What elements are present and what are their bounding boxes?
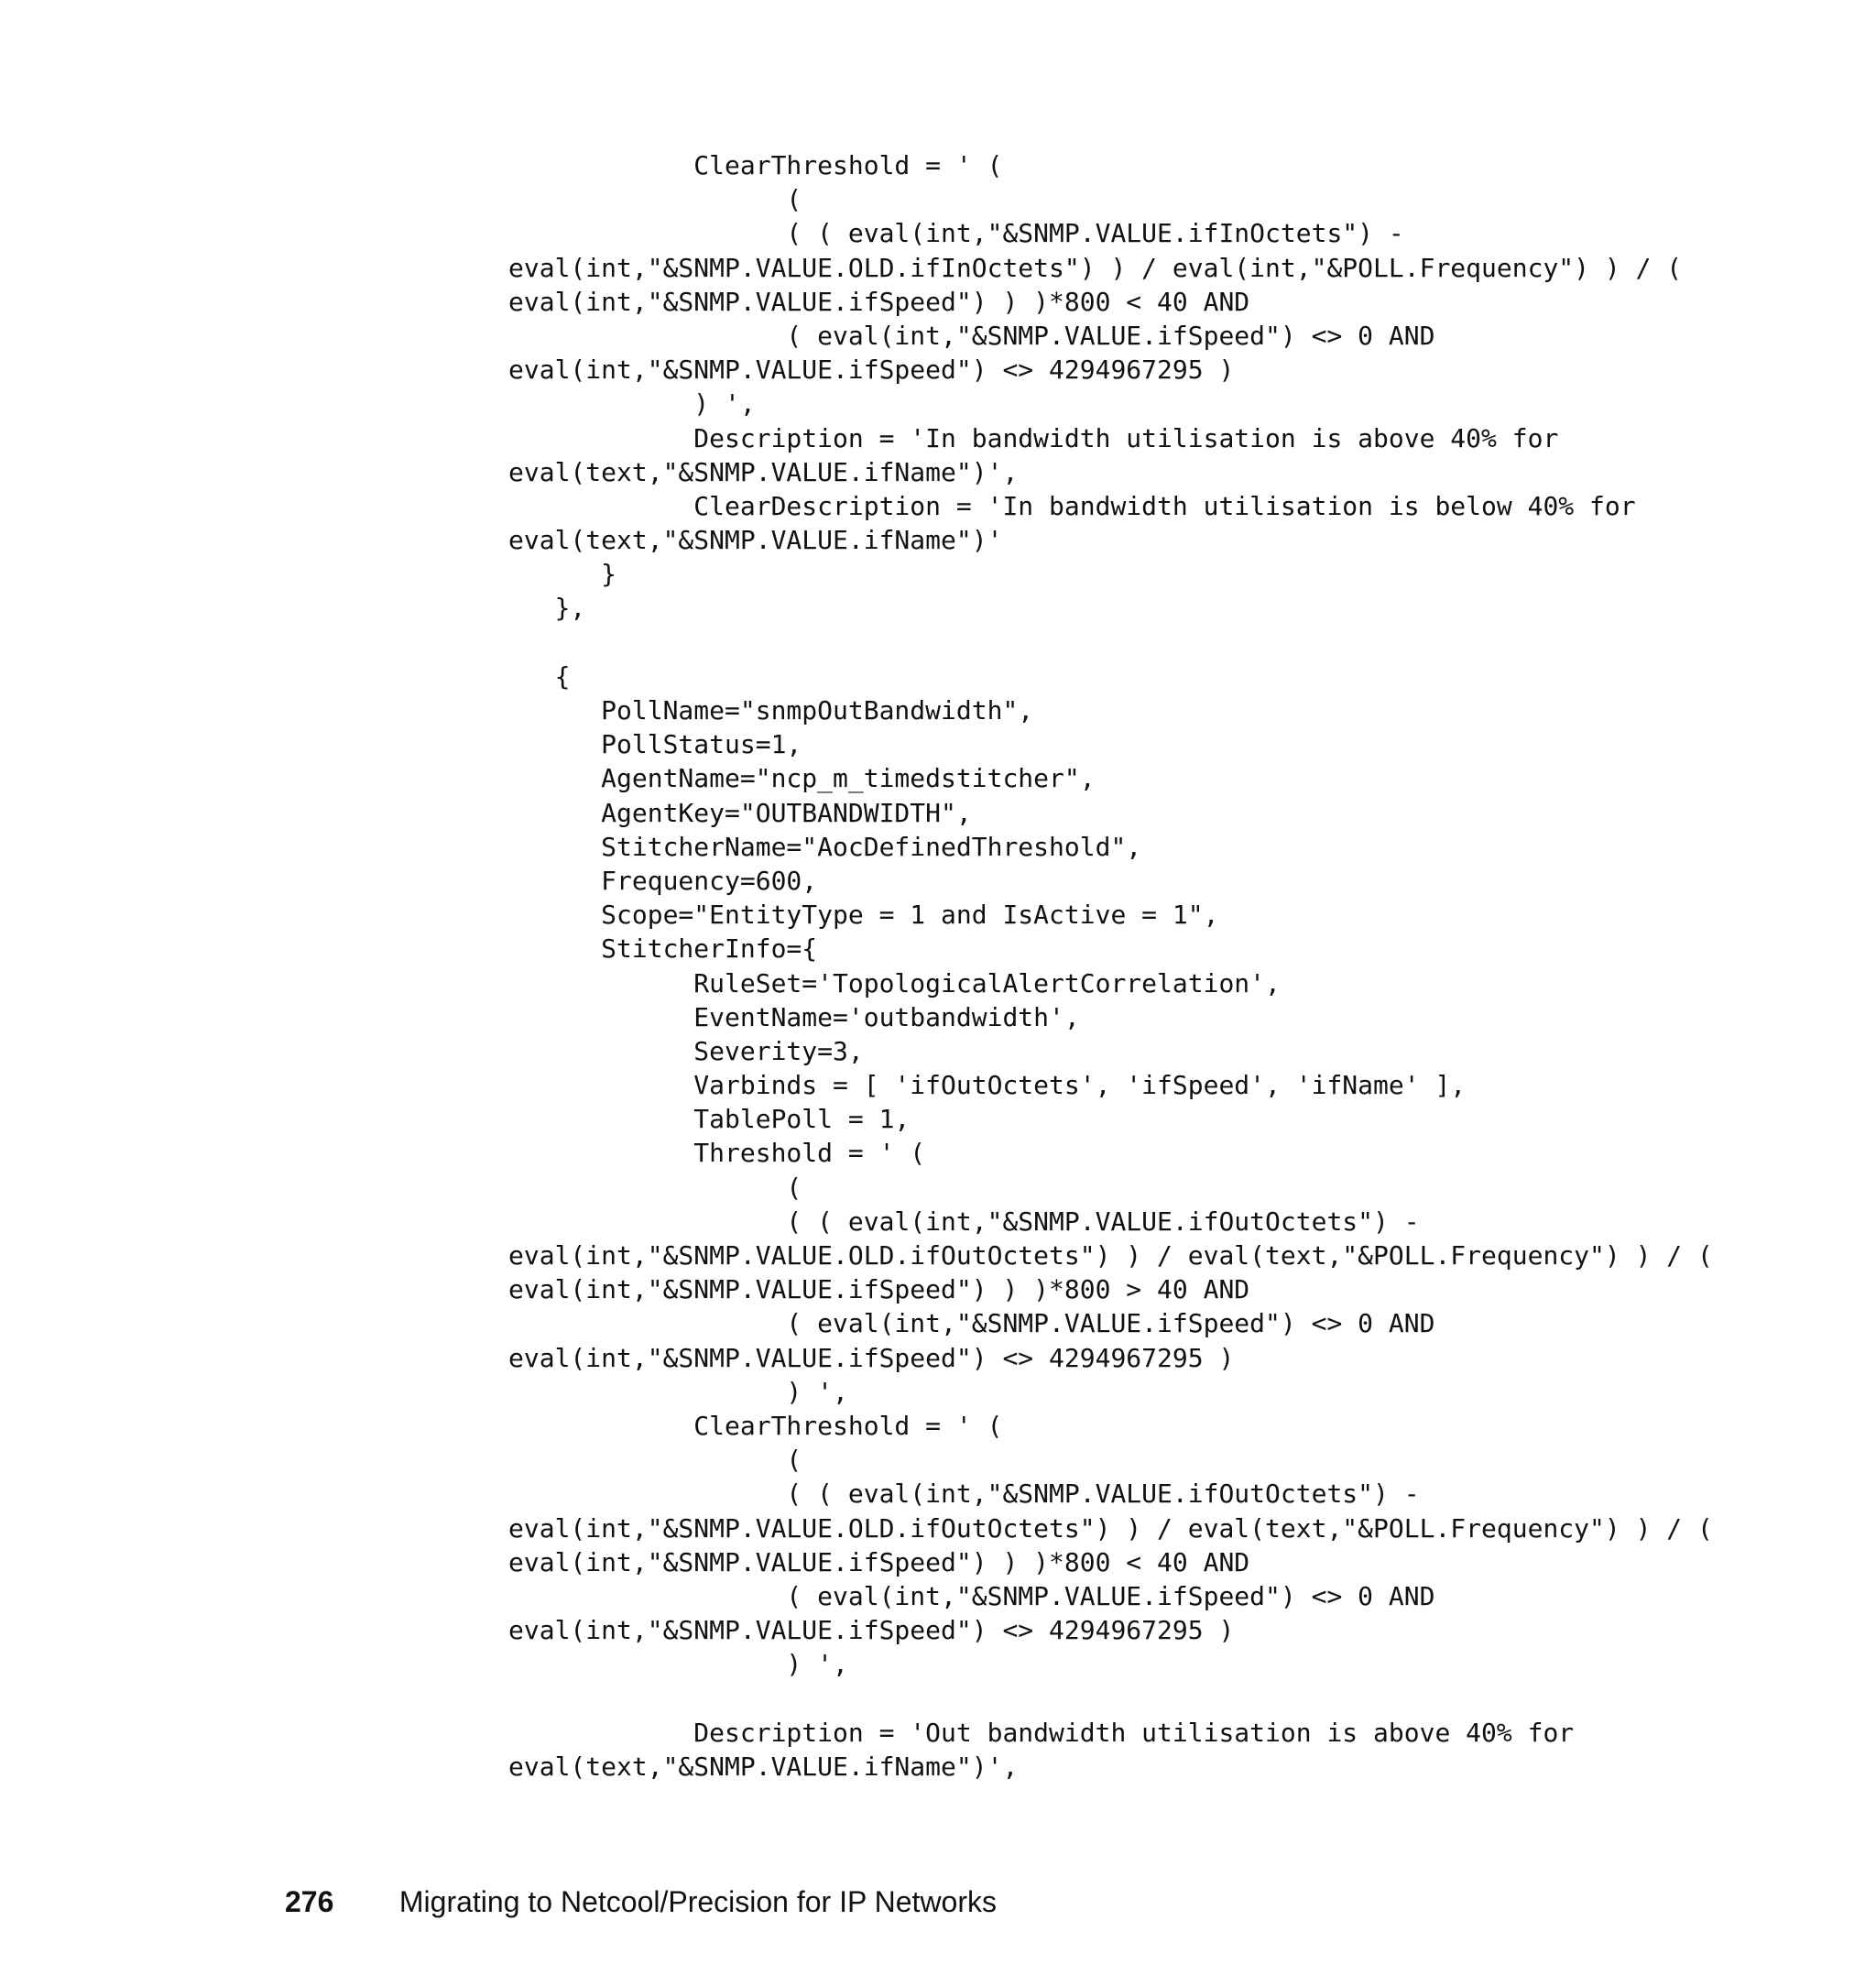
code-line: eval(int,"&SNMP.VALUE.ifSpeed") <> 4294967295 ) (508, 1342, 1235, 1373)
code-line: PollName="snmpOutBandwidth", (508, 695, 1034, 726)
code-line: ClearThreshold = ' ( (508, 150, 1003, 180)
code-listing (508, 148, 1713, 1784)
code-line: ( ( eval(int,"&SNMP.VALUE.ifInOctets") - (508, 218, 1404, 249)
code-line: ) ', (508, 1376, 848, 1407)
code-line: ) ', (508, 1649, 848, 1680)
code-line: Frequency=600, (508, 865, 818, 896)
code-line: }, (508, 593, 586, 624)
code-line: ( eval(int,"&SNMP.VALUE.ifSpeed") <> 0 AND (508, 1580, 1435, 1611)
code-line: eval(int,"&SNMP.VALUE.OLD.ifOutOctets") ) / eval(text,"&POLL.Frequency") ) / ( (508, 1240, 1713, 1271)
page-footer (285, 1885, 997, 1919)
code-line: ( ( eval(int,"&SNMP.VALUE.ifOutOctets") - (508, 1479, 1420, 1510)
code-line: ( (508, 1445, 802, 1476)
code-line: eval(int,"&SNMP.VALUE.OLD.ifInOctets") ) / eval(int,"&POLL.Frequency") ) / ( (508, 252, 1683, 283)
code-line: Threshold = ' ( (508, 1138, 926, 1169)
code-line: eval(int,"&SNMP.VALUE.ifSpeed") ) )*800 < 40 AND (508, 286, 1250, 317)
code-line (508, 626, 1713, 660)
code-line: eval(int,"&SNMP.VALUE.ifSpeed") ) )*800 < 40 AND (508, 1546, 1250, 1577)
code-line: StitcherInfo={ (508, 933, 818, 965)
code-line: AgentKey="OUTBANDWIDTH", (508, 797, 972, 828)
code-line: ) ', (508, 388, 756, 420)
code-line: ( ( eval(int,"&SNMP.VALUE.ifOutOctets") - (508, 1206, 1420, 1237)
code-line: eval(int,"&SNMP.VALUE.OLD.ifOutOctets") ) / eval(text,"&POLL.Frequency") ) / ( (508, 1512, 1713, 1544)
code-line: ClearThreshold = ' ( (508, 1410, 1003, 1441)
code-line: Severity=3, (508, 1035, 864, 1066)
code-line: ( eval(int,"&SNMP.VALUE.ifSpeed") <> 0 AND (508, 1308, 1435, 1339)
code-line: RuleSet='TopologicalAlertCorrelation', (508, 967, 1281, 998)
book-title: Migrating to Netcool/Precision for IP Networks (398, 1885, 997, 1918)
code-line (508, 1681, 1713, 1715)
code-line: Varbinds = [ 'ifOutOctets', 'ifSpeed', 'ifName' ], (508, 1070, 1467, 1101)
code-line: ( (508, 184, 802, 215)
code-line: AgentName="ncp_m_timedstitcher", (508, 763, 1096, 794)
code-line: Description = 'In bandwidth utilisation is above 40% for (508, 422, 1559, 453)
code-line: eval(text,"&SNMP.VALUE.ifName")', (508, 456, 1019, 487)
code-line: { (508, 660, 571, 692)
code-line: ( (508, 1172, 802, 1203)
code-line: Scope="EntityType = 1 and IsActive = 1", (508, 900, 1219, 931)
code-line: EventName='outbandwidth', (508, 1001, 1080, 1032)
code-line: } (508, 559, 617, 590)
code-line: eval(int,"&SNMP.VALUE.ifSpeed") ) )*800 > 40 AND (508, 1274, 1250, 1305)
code-line: Description = 'Out bandwidth utilisation is above 40% for (508, 1717, 1575, 1748)
code-line: eval(int,"&SNMP.VALUE.ifSpeed") <> 4294967295 ) (508, 355, 1235, 386)
code-line: PollStatus=1, (508, 729, 802, 760)
code-line: StitcherName="AocDefinedThreshold", (508, 831, 1142, 862)
code-line: eval(int,"&SNMP.VALUE.ifSpeed") <> 4294967295 ) (508, 1615, 1235, 1646)
code-line: eval(text,"&SNMP.VALUE.ifName")', (508, 1751, 1019, 1782)
code-line: TablePoll = 1, (508, 1104, 911, 1135)
code-line: ClearDescription = 'In bandwidth utilisation is below 40% for (508, 490, 1636, 521)
code-line: ( eval(int,"&SNMP.VALUE.ifSpeed") <> 0 AND (508, 320, 1435, 351)
page-number: 276 (285, 1885, 334, 1918)
code-line: eval(text,"&SNMP.VALUE.ifName")' (508, 525, 1003, 556)
